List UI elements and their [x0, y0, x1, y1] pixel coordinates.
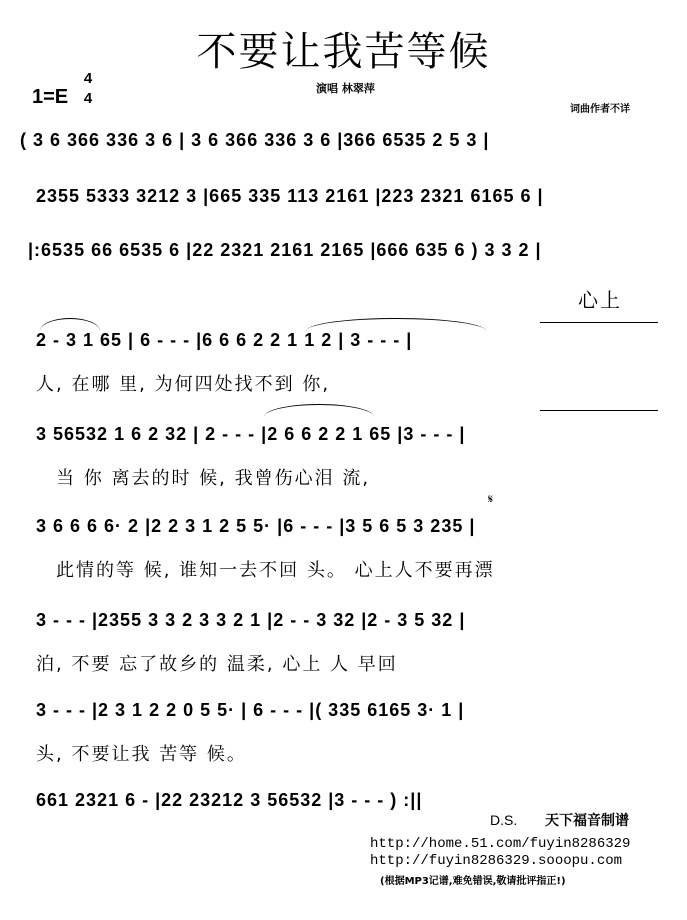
- url-2[interactable]: http://fuyin8286329.sooopu.com: [370, 853, 623, 869]
- brand-label: 天下福音制谱: [545, 813, 629, 829]
- notation: 3 - - - |2 3 1 2 2 0 5 5· | 6 - - - |( 335 6165 3· 1 |: [36, 700, 465, 720]
- notation: 2355 5333 3212 3 |665 335 113 2161 |223 2321 6165 6 |: [36, 186, 544, 206]
- notation: ( 3 6 366 336 3 6 | 3 6 366 336 3 6 |366 6535 2 5 3 |: [20, 130, 490, 150]
- lyric: 当 你 离去的时 候, 我曾伤心泪 流,: [56, 468, 371, 489]
- url-1[interactable]: http://home.51.com/fuyin8286329: [370, 836, 631, 852]
- slur: [264, 404, 374, 417]
- notation: 2 - 3 1 65 | 6 - - - |6 6 6 2 2 1 1 2 | 3 - - - |: [36, 330, 413, 350]
- composer-credit: 词曲作者不详: [570, 104, 630, 115]
- lyric: 心上: [578, 288, 622, 312]
- ending-line: [540, 410, 658, 411]
- singer-credit: 演唱 林翠萍: [316, 82, 375, 95]
- meter-bottom: 4: [83, 90, 93, 107]
- meter-top: 4: [83, 70, 93, 87]
- notation: 661 2321 6 - |22 23212 3 56532 |3 - - - ) :||: [36, 790, 423, 810]
- time-signature: [82, 70, 94, 107]
- notation: 3 6 6 6 6· 2 |2 2 3 1 2 5 5· |6 - - - |3 5 6 5 3 235 |: [36, 516, 476, 536]
- score-row-1: [0, 130, 687, 170]
- notation: 3 - - - |2355 3 3 2 3 3 2 1 |2 - - 3 32 |2 - 3 5 32 |: [36, 610, 466, 630]
- score-row-2: [0, 186, 687, 226]
- segno-icon: 𝄋: [488, 492, 494, 506]
- score-row-7: [0, 610, 687, 675]
- lyric: 泊, 不要 忘了故乡的 温柔, 心上 人 早回: [36, 654, 398, 675]
- ds-mark: D.S.: [490, 812, 518, 828]
- notation: 3 56532 1 6 2 32 | 2 - - - |2 6 6 2 2 1 65 |3 - - - |: [36, 424, 466, 444]
- notation: |:6535 66 6535 6 |22 2321 2161 2165 |666 635 6 ) 3 3 2 |: [28, 240, 542, 260]
- score-row-6: [0, 492, 687, 581]
- lyric: 头, 不要让我 苦等 候。: [36, 744, 247, 765]
- score-row-3: [0, 240, 687, 312]
- lyric: 此情的等 候, 谁知一去不回 头。 心上人不要再漂: [56, 560, 495, 581]
- lyric: 人, 在哪 里, 为何四处找不到 你,: [36, 374, 331, 395]
- meter-divider: [82, 88, 94, 89]
- score-row-5: [0, 424, 687, 489]
- score-row-8: [0, 700, 687, 765]
- ending-line: [540, 322, 658, 323]
- key-signature: 1=E: [32, 86, 69, 108]
- page-title: 不要让我苦等候: [196, 29, 491, 75]
- footnote: (根据MP3记谱,难免错误,敬请批评指正!): [380, 876, 566, 887]
- score-row-4: [0, 330, 687, 395]
